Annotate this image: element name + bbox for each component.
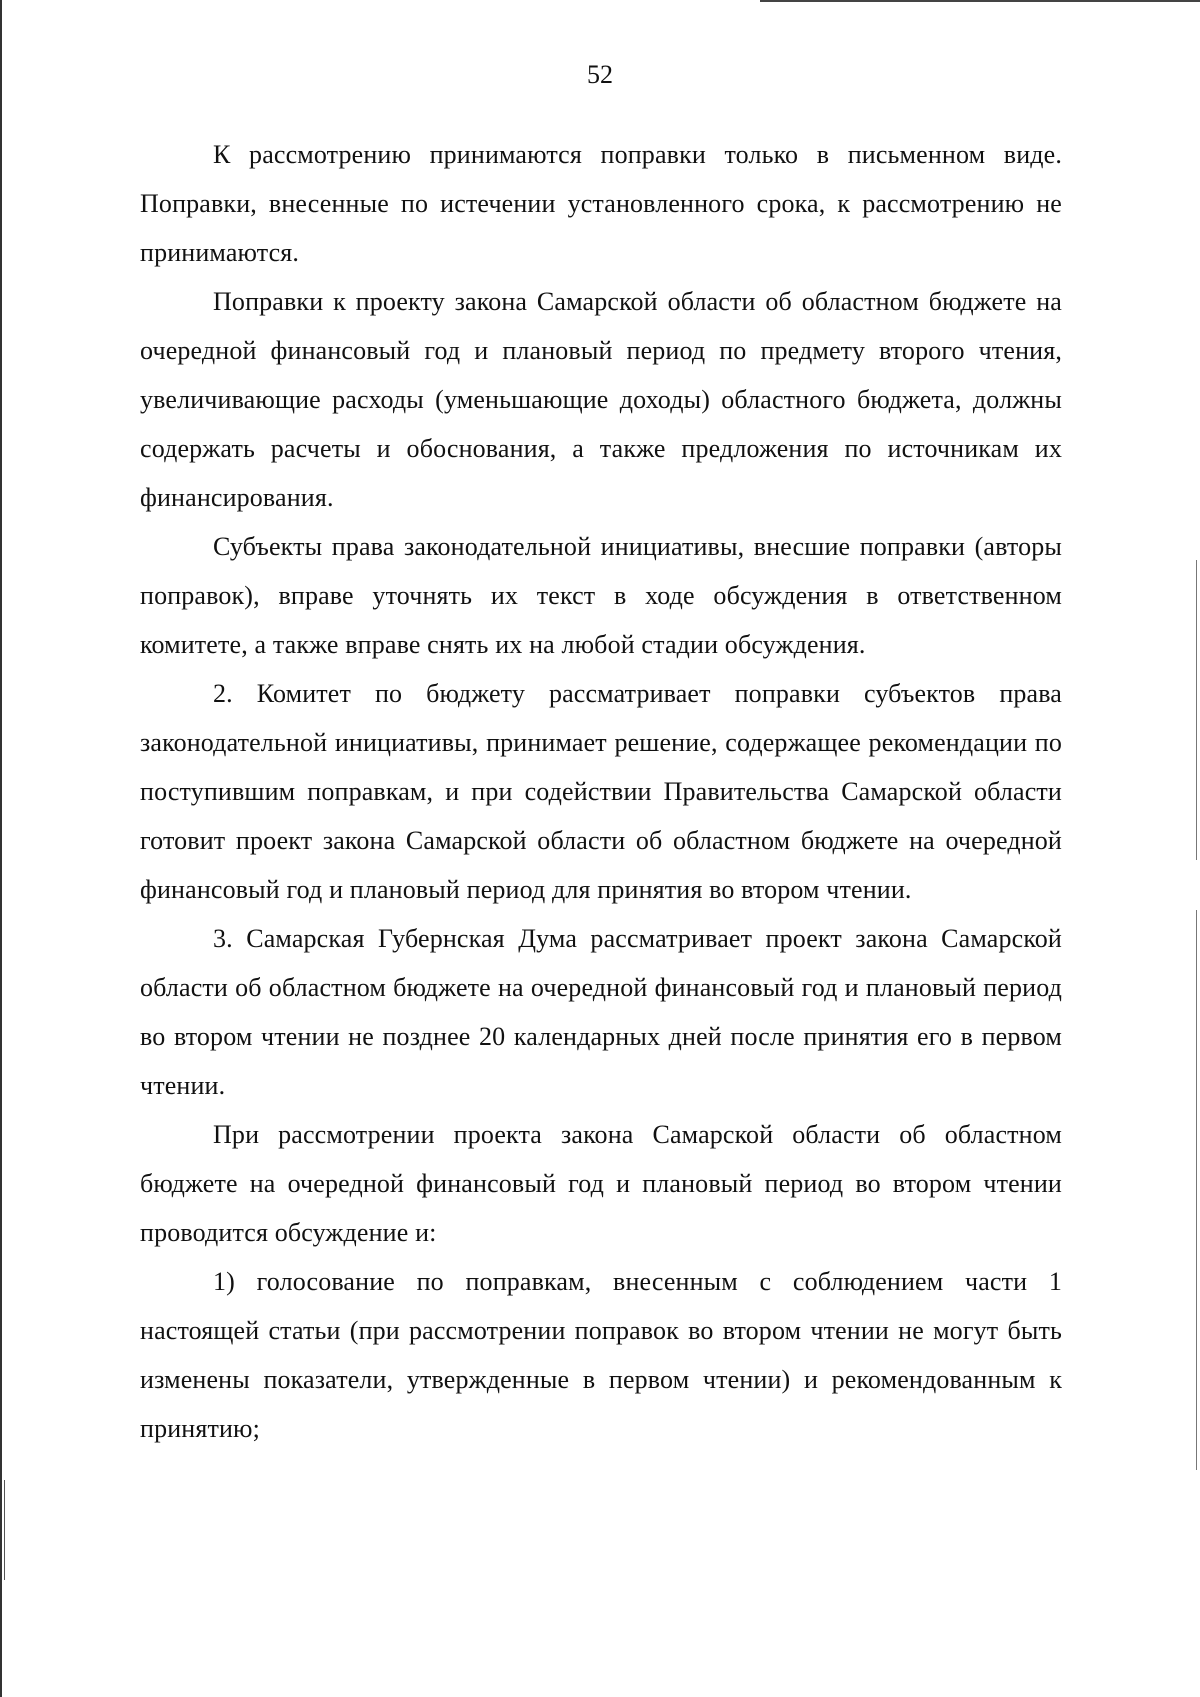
- scan-border-left: [0, 0, 2, 1697]
- scan-border-top: [760, 0, 1200, 2]
- paragraph: Субъекты права законодательной инициативы, внесшие поправки (авторы поправок), вправе уточнять их текст в ходе обсуждения в ответственном комитете, а также вправе снять их на любой стадии обсуждения.: [140, 532, 1062, 659]
- paragraph: При рассмотрении проекта закона Самарской области об областном бюджете на очередной финансовый год и плановый период во втором чтении проводится обсуждение и:: [140, 1120, 1062, 1247]
- scan-border-left-lower: [4, 1480, 5, 1580]
- paragraph: 2. Комитет по бюджету рассматривает поправки субъектов права законодательной инициативы, принимает решение, содержащее рекомендации по поступившим поправкам, и при содействии Правительства Самарской области готовит проект закона Самарской области об областном бюджете на очередной финансовый год и плановый период для принятия во втором чтении.: [140, 679, 1062, 904]
- paragraph: Поправки к проекту закона Самарской области об областном бюджете на очередной финансовый год и плановый период по предмету второго чтения, увеличивающие расходы (уменьшающие доходы) областного бюджета, должны содержать расчеты и обоснования, а также предложения по источникам их финансирования.: [140, 287, 1062, 512]
- paragraph: К рассмотрению принимаются поправки только в письменном виде. Поправки, внесенные по истечении установленного срока, к рассмотрению не принимаются.: [140, 140, 1062, 267]
- scan-border-right-upper: [1196, 560, 1197, 860]
- paragraph: 1) голосование по поправкам, внесенным с соблюдением части 1 настоящей статьи (при рассмотрении поправок во втором чтении не могут быть изменены показатели, утвержденные в первом чтении) и рекомендованным к принятию;: [140, 1267, 1062, 1443]
- paragraph: 3. Самарская Губернская Дума рассматривает проект закона Самарской области об областном бюджете на очередной финансовый год и плановый период во втором чтении не позднее 20 календарных дней после принятия его в первом чтении.: [140, 924, 1062, 1100]
- document-body: [140, 130, 1062, 1453]
- scan-border-right-lower: [1196, 910, 1197, 1470]
- page-number: 52: [587, 60, 613, 89]
